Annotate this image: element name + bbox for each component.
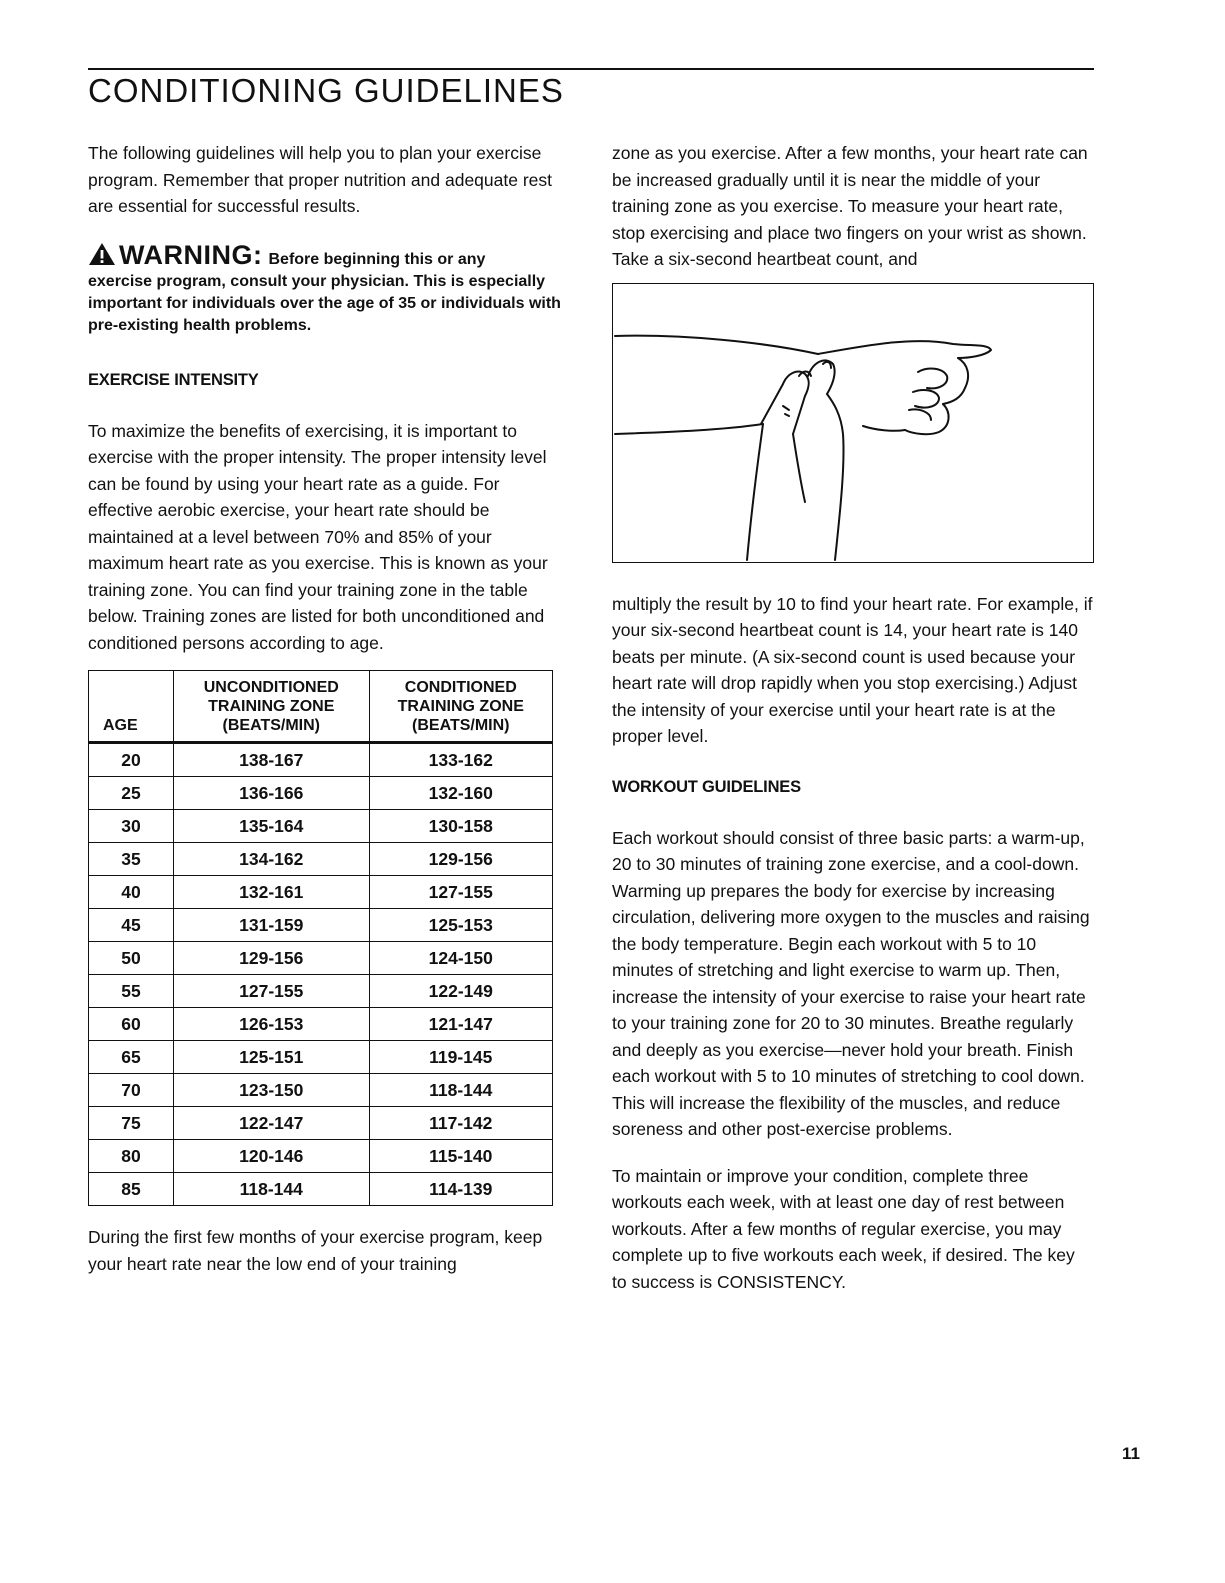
table-row: [89, 1107, 553, 1140]
left-column: [88, 140, 563, 1277]
conditioned-column-header: [369, 671, 552, 743]
conditioned-cell: 130-158: [369, 810, 552, 843]
unconditioned-cell: 122-147: [174, 1107, 370, 1140]
workout-guidelines-heading: WORKOUT GUIDELINES: [612, 777, 801, 796]
conditioned-cell: 114-139: [369, 1173, 552, 1206]
continuation-text: zone as you exercise. After a few months, your heart rate can be increased gradually until it is near the middle of your training zone as you exercise. To measure your heart rate, stop exercising and place two fingers on your wrist as shown. Take a six-second heartbeat count, and: [612, 143, 1088, 269]
conditioned-cell: 119-145: [369, 1041, 552, 1074]
table-row: [89, 909, 553, 942]
page-title: CONDITIONING GUIDELINES: [88, 72, 564, 109]
warning-text: exercise program, consult your physician. This is especially important for individuals over the age of 35 or individuals with pre-existing health problems.: [88, 272, 561, 334]
unconditioned-cell: 125-151: [174, 1041, 370, 1074]
age-cell: 65: [89, 1041, 174, 1074]
table-row: [89, 843, 553, 876]
warning-lead: Before beginning this or any: [268, 250, 486, 268]
training-zone-table: [88, 670, 553, 1206]
age-cell: 85: [89, 1173, 174, 1206]
warning-word: WARNING:: [119, 239, 263, 270]
exercise-intensity-text: To maximize the benefits of exercising, it is important to exercise with the proper intensity. The proper intensity level can be found by using your heart rate as a guide. For effective aerobic exercise, your heart rate should be maintained at a level between 70% and 85% of your maximum heart rate as you exercise. This is known as your training zone. You can find your training zone in the table below. Training zones are listed for both unconditioned and conditioned persons according to age.: [88, 420, 548, 653]
conditioned-cell: 118-144: [369, 1074, 552, 1107]
age-cell: 35: [89, 843, 174, 876]
unconditioned-cell: 127-155: [174, 975, 370, 1008]
age-cell: 25: [89, 777, 174, 810]
intro-paragraph: The following guidelines will help you to plan your exercise program. Remember that proper nutrition and adequate rest are essential for successful results.: [88, 143, 553, 216]
conditioned-cell: 129-156: [369, 843, 552, 876]
age-cell: 70: [89, 1074, 174, 1107]
unconditioned-cell: 120-146: [174, 1140, 370, 1173]
conditioned-cell: 117-142: [369, 1107, 552, 1140]
unconditioned-header-line: TRAINING ZONE: [208, 698, 335, 715]
age-cell: 30: [89, 810, 174, 843]
age-cell: 40: [89, 876, 174, 909]
age-cell: 60: [89, 1008, 174, 1041]
conditioned-cell: 133-162: [369, 743, 552, 777]
after-table-text: During the first few months of your exercise program, keep your heart rate near the low end of your training: [88, 1227, 543, 1274]
conditioned-cell: 121-147: [369, 1008, 552, 1041]
unconditioned-cell: 135-164: [174, 810, 370, 843]
unconditioned-cell: 138-167: [174, 743, 370, 777]
workout-guidelines-text-1: Each workout should consist of three basic parts: a warm-up, 20 to 30 minutes of training zone exercise, and a cool-down. Warming up prepares the body for exercise by increasing circulation, delivering more oxygen to the muscles and raising the body temperature. Begin each workout with 5 to 10 minutes of stretching and light exercise to warm up. Then, increase the intensity of your exercise to raise your heart rate to your training zone for 20 to 30 minutes. Breathe regularly and deeply as you exercise—never hold your breath. Finish each workout with 5 to 10 minutes of stretching to cool down. This will increase the flexibility of the muscles, and reduce soreness and other post-exercise problems.: [612, 827, 1090, 1139]
wrist-pulse-illustration: [613, 284, 1093, 562]
table-row: [89, 777, 553, 810]
conditioned-cell: 132-160: [369, 777, 552, 810]
age-cell: 50: [89, 942, 174, 975]
conditioned-cell: 122-149: [369, 975, 552, 1008]
unconditioned-cell: 131-159: [174, 909, 370, 942]
conditioned-cell: 115-140: [369, 1140, 552, 1173]
unconditioned-header-line: UNCONDITIONED: [203, 679, 339, 696]
table-row: [89, 876, 553, 909]
table-row: [89, 743, 553, 777]
after-figure-text: multiply the result by 10 to find your heart rate. For example, if your six-second heartbeat count is 14, your heart rate is 140 beats per minute. (A six-second count is used because your heart rate will drop rapidly when you stop exercising.) Adjust the intensity of your exercise until your heart rate is at the proper level.: [612, 593, 1093, 746]
unconditioned-cell: 132-161: [174, 876, 370, 909]
conditioned-cell: 124-150: [369, 942, 552, 975]
unconditioned-column-header: [174, 671, 370, 743]
top-rule: [88, 68, 1094, 70]
age-cell: 45: [89, 909, 174, 942]
age-cell: 80: [89, 1140, 174, 1173]
table-row: [89, 1008, 553, 1041]
unconditioned-cell: 134-162: [174, 843, 370, 876]
workout-guidelines-text-2: To maintain or improve your condition, complete three workouts each week, with at least one day of rest between workouts. After a few months of regular exercise, you may complete up to five workouts each week, if desired. The key to success is CONSISTENCY.: [612, 1165, 1075, 1292]
unconditioned-cell: 136-166: [174, 777, 370, 810]
conditioned-header-line: (BEATS/MIN): [412, 717, 510, 734]
exercise-intensity-heading: EXERCISE INTENSITY: [88, 370, 259, 389]
age-column-header: AGE: [89, 671, 174, 743]
conditioned-cell: 125-153: [369, 909, 552, 942]
table-row: [89, 1041, 553, 1074]
warning-heading: [88, 240, 563, 271]
table-header-row: [89, 671, 553, 743]
unconditioned-cell: 118-144: [174, 1173, 370, 1206]
table-row: [89, 1074, 553, 1107]
table-row: [89, 1173, 553, 1206]
unconditioned-cell: 126-153: [174, 1008, 370, 1041]
table-row: [89, 1140, 553, 1173]
wrist-pulse-figure: [612, 283, 1094, 563]
unconditioned-cell: 129-156: [174, 942, 370, 975]
age-cell: 75: [89, 1107, 174, 1140]
age-cell: 55: [89, 975, 174, 1008]
age-cell: 20: [89, 743, 174, 777]
conditioned-header-line: CONDITIONED: [404, 679, 517, 696]
table-row: [89, 975, 553, 1008]
warning-triangle-icon: [88, 242, 116, 266]
table-row: [89, 810, 553, 843]
conditioned-cell: 127-155: [369, 876, 552, 909]
unconditioned-header-line: (BEATS/MIN): [222, 717, 320, 734]
page-number: 11: [1122, 1444, 1140, 1463]
warning-block: [88, 240, 563, 337]
right-column: [612, 140, 1094, 1295]
unconditioned-cell: 123-150: [174, 1074, 370, 1107]
conditioned-header-line: TRAINING ZONE: [397, 698, 524, 715]
table-row: [89, 942, 553, 975]
